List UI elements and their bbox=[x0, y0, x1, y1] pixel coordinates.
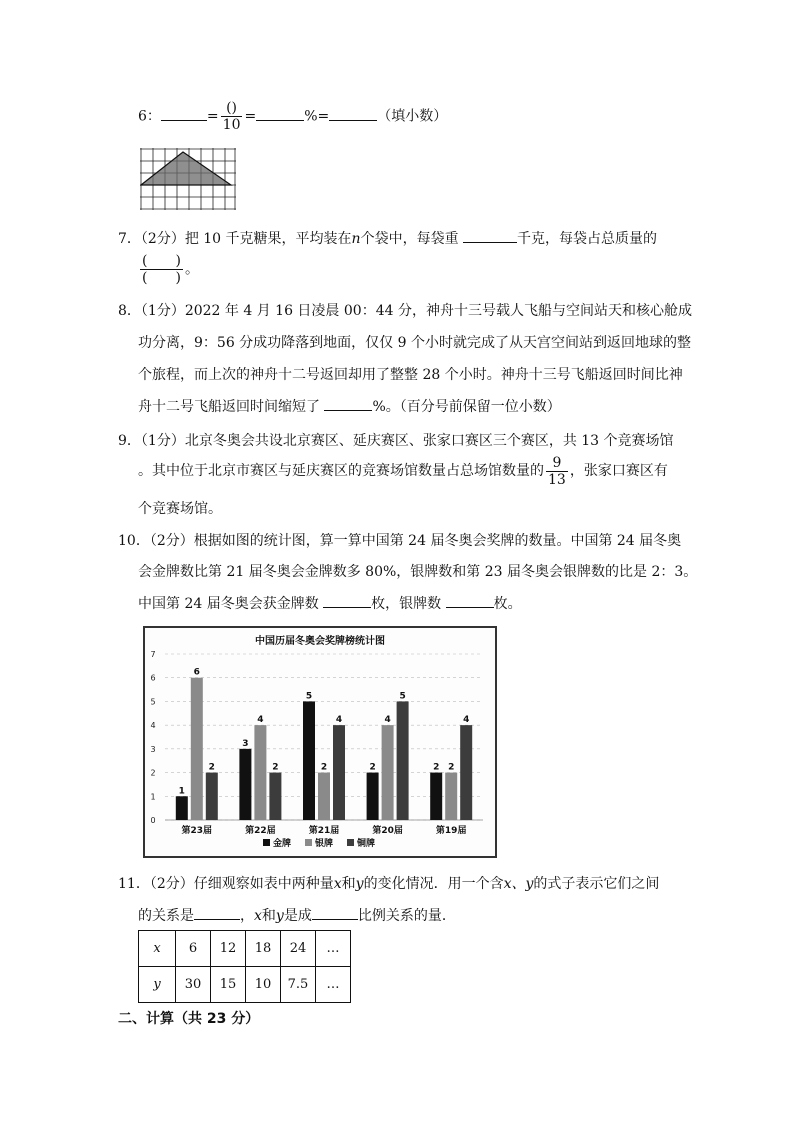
bar-value-label: 2 bbox=[448, 762, 455, 773]
table-cell: 7.5 bbox=[281, 967, 316, 1003]
q8-line4a: 舟十二号飞船返回时间缩短了 bbox=[138, 399, 320, 415]
q10-blank-1 bbox=[323, 593, 371, 608]
medal-chart-svg bbox=[145, 628, 495, 856]
q10-line-1 bbox=[118, 530, 681, 550]
table-cell: … bbox=[316, 967, 351, 1003]
y-tick-label: 2 bbox=[150, 768, 156, 778]
q6-frac-den: 10 bbox=[222, 117, 241, 133]
bar-铜牌-第23届 bbox=[206, 773, 218, 820]
q11-line-2 bbox=[138, 905, 456, 925]
bar-value-label: 3 bbox=[242, 738, 249, 749]
q6-blank-3 bbox=[329, 106, 377, 121]
q8-line-4 bbox=[138, 396, 561, 416]
chart-x-labels bbox=[182, 824, 467, 836]
q9-line-2 bbox=[138, 454, 668, 488]
q6-eq1: = bbox=[206, 108, 219, 125]
q11-line-1 bbox=[118, 873, 659, 893]
q11-line1e: 的式子表示它们之间 bbox=[533, 876, 660, 892]
legend-label: 银牌 bbox=[315, 839, 334, 849]
q11-line2a: 的关系是 bbox=[138, 908, 194, 924]
q9-line1: （1分）北京冬奥会共设北京赛区、延庆赛区、张家口赛区三个赛区，共 13 个竞赛场馆 bbox=[140, 433, 674, 449]
bar-银牌-第20届 bbox=[382, 725, 394, 820]
xy-table bbox=[138, 930, 351, 1003]
bar-value-label: 2 bbox=[208, 762, 215, 773]
q11-number: 11． bbox=[118, 876, 150, 892]
q7-fraction bbox=[140, 253, 183, 286]
legend-label: 金牌 bbox=[273, 839, 292, 849]
bar-value-label: 6 bbox=[193, 667, 200, 678]
chart-y-ticks bbox=[150, 650, 155, 825]
legend-swatch bbox=[263, 839, 270, 846]
bar-银牌-第21届 bbox=[318, 773, 330, 820]
table-cell: x bbox=[139, 931, 176, 967]
q8-line-2 bbox=[138, 332, 691, 352]
bar-value-label: 5 bbox=[305, 691, 313, 702]
x-tick-label: 第20届 bbox=[372, 826, 403, 836]
table-row-y bbox=[139, 967, 351, 1003]
table-cell: 24 bbox=[281, 931, 316, 967]
legend-swatch bbox=[347, 839, 354, 846]
q10-line-3 bbox=[138, 593, 522, 613]
q10-line1: （2分）根据如图的统计图，算一算中国第 24 届冬奥会奖牌的数量。中国第 24 届冬奥 bbox=[149, 533, 682, 549]
chart-title: 中国历届冬奥会奖牌榜统计图 bbox=[255, 636, 385, 647]
q7-end: 。 bbox=[184, 261, 199, 278]
q9-frac-num: 9 bbox=[546, 455, 568, 472]
q11-blank-1 bbox=[194, 905, 240, 920]
chart-legend bbox=[263, 837, 375, 849]
q11-line2g: 比例关系的量． bbox=[357, 908, 456, 924]
q10-line2: 会金牌数比第 21 届冬奥会金牌数多 80%，银牌数和第 23 届冬奥会银牌数的比是 2：3。 bbox=[138, 564, 698, 580]
y-tick-label: 4 bbox=[150, 721, 156, 731]
q7-text-a: （2分）把 10 千克糖果，平均装在 bbox=[140, 231, 352, 247]
bar-value-label: 4 bbox=[257, 715, 264, 726]
q8-line2: 功分离，9：56 分成功降落到地面，仅仅 9 个小时就完成了从天宫空间站到返回地球的整 bbox=[138, 335, 691, 351]
bar-银牌-第23届 bbox=[191, 678, 203, 820]
table-cell: 18 bbox=[246, 931, 281, 967]
q6-fraction bbox=[221, 100, 243, 133]
q11-var-x: x bbox=[333, 876, 342, 892]
q8-number: 8． bbox=[118, 303, 141, 319]
bar-铜牌-第19届 bbox=[460, 725, 472, 820]
bar-金牌-第19届 bbox=[430, 773, 442, 820]
q11-line1b: 和 bbox=[341, 876, 356, 892]
y-tick-label: 0 bbox=[150, 816, 156, 825]
table-cell: 30 bbox=[176, 967, 211, 1003]
chart-bars bbox=[176, 668, 472, 820]
bar-银牌-第22届 bbox=[254, 725, 266, 820]
bar-铜牌-第22届 bbox=[269, 773, 281, 820]
bar-value-label: 2 bbox=[369, 762, 376, 773]
q11-var-y: y bbox=[355, 876, 364, 892]
table-cell: y bbox=[139, 967, 176, 1003]
grid-triangle-figure bbox=[140, 148, 236, 210]
x-tick-label: 第22届 bbox=[245, 826, 276, 836]
table-cell: … bbox=[316, 931, 351, 967]
q7-frac-num: ( ) bbox=[142, 253, 181, 269]
q10-line-2 bbox=[138, 561, 697, 581]
q6-frac-num: () bbox=[221, 100, 243, 117]
q9-line2a: 。其中位于北京市赛区与延庆赛区的竞赛场馆数量占总场馆数量的 bbox=[138, 463, 544, 479]
legend-label: 铜牌 bbox=[357, 839, 376, 849]
q11-blank-2 bbox=[312, 905, 358, 920]
legend-swatch bbox=[305, 839, 312, 846]
q7-text-b: 个袋中，每袋重 bbox=[360, 231, 459, 247]
q11-line2f: 是成 bbox=[283, 908, 312, 924]
section-2-heading: 二、计算（共 23 分） bbox=[118, 1011, 260, 1027]
y-tick-label: 1 bbox=[150, 792, 156, 802]
q9-fraction bbox=[546, 455, 568, 488]
bar-value-label: 2 bbox=[320, 762, 328, 773]
bar-铜牌-第21届 bbox=[333, 725, 345, 820]
bar-value-label: 4 bbox=[335, 715, 343, 726]
bar-铜牌-第20届 bbox=[397, 701, 409, 820]
bar-金牌-第21届 bbox=[303, 701, 315, 820]
q11-line1c: 的变化情况．用一个含 bbox=[363, 876, 504, 892]
q11-line1a: （2分）仔细观察如表中两种量 bbox=[149, 876, 334, 892]
q8-line3: 个旅程，而上次的神舟十二号返回却用了整整 28 个小时。神舟十三号飞船返回时间比神 bbox=[138, 367, 683, 383]
q10-blank-2 bbox=[446, 593, 494, 608]
table-cell: 15 bbox=[211, 967, 246, 1003]
q8-blank bbox=[324, 396, 372, 411]
bar-value-label: 4 bbox=[384, 715, 391, 726]
bar-金牌-第23届 bbox=[176, 796, 188, 820]
table-row-x bbox=[139, 931, 351, 967]
table-cell: 12 bbox=[211, 931, 246, 967]
q8-line1: （1分）2022 年 4 月 16 日凌晨 00：44 分，神舟十三号载人飞船与空间站天和核心舱成 bbox=[140, 303, 692, 319]
q6-line bbox=[138, 100, 447, 133]
x-tick-label: 第19届 bbox=[435, 826, 467, 836]
q10-line3b: 枚，银牌数 bbox=[371, 596, 442, 612]
table-cell: 6 bbox=[176, 931, 211, 967]
q9-line2b: ，张家口赛区有 bbox=[569, 463, 668, 479]
bar-value-label: 1 bbox=[178, 786, 185, 797]
q7-text-c: 千克，每袋占总质量的 bbox=[517, 231, 658, 247]
x-tick-label: 第21届 bbox=[308, 826, 340, 836]
y-tick-label: 3 bbox=[150, 744, 156, 754]
q6-blank-2 bbox=[256, 106, 304, 121]
q9-line-3 bbox=[138, 498, 222, 518]
q11-line2c: x bbox=[254, 908, 262, 924]
q11-line2b: ， bbox=[240, 908, 254, 924]
q8-line-1 bbox=[118, 300, 692, 320]
medal-chart bbox=[143, 626, 497, 858]
q11-line1d: x、y bbox=[503, 876, 534, 892]
q10-number: 10． bbox=[118, 533, 150, 549]
y-tick-label: 6 bbox=[150, 673, 156, 683]
q10-line3a: 中国第 24 届冬奥会获金牌数 bbox=[138, 596, 319, 612]
q9-frac-den: 13 bbox=[548, 471, 566, 488]
q9-line-1 bbox=[118, 430, 674, 450]
y-tick-label: 5 bbox=[150, 697, 156, 707]
q6-blank-1 bbox=[161, 106, 207, 121]
q7-blank-1 bbox=[463, 228, 517, 243]
q7-number: 7． bbox=[118, 231, 141, 247]
bar-value-label: 2 bbox=[433, 762, 440, 773]
q10-line3c: 枚。 bbox=[493, 596, 522, 612]
table-cell: 10 bbox=[246, 967, 281, 1003]
bar-银牌-第19届 bbox=[445, 773, 457, 820]
bar-value-label: 5 bbox=[399, 691, 406, 702]
q6-note: （填小数） bbox=[377, 108, 448, 125]
bar-value-label: 2 bbox=[272, 762, 279, 773]
q6-eq2: = bbox=[244, 108, 257, 125]
q11-line2e: y bbox=[275, 908, 284, 924]
q7-frac-den: ( ) bbox=[142, 270, 181, 286]
bar-金牌-第22届 bbox=[239, 749, 251, 820]
q11-line2d: 和 bbox=[261, 908, 276, 924]
bar-金牌-第20届 bbox=[367, 773, 379, 820]
x-tick-label: 第23届 bbox=[181, 826, 213, 836]
q7-var-n: n bbox=[351, 231, 361, 247]
y-tick-label: 7 bbox=[150, 650, 156, 659]
q6-pct: %= bbox=[304, 108, 330, 125]
q7-line-2 bbox=[138, 253, 199, 286]
q8-line4b: %。（百分号前保留一位小数） bbox=[372, 399, 561, 415]
q9-line3: 个竞赛场馆。 bbox=[138, 501, 222, 517]
q8-line-3 bbox=[138, 364, 683, 384]
q7-line-1 bbox=[118, 228, 657, 248]
q6-prefix: 6： bbox=[138, 108, 161, 125]
q9-number: 9． bbox=[118, 433, 141, 449]
bar-value-label: 4 bbox=[463, 715, 470, 726]
